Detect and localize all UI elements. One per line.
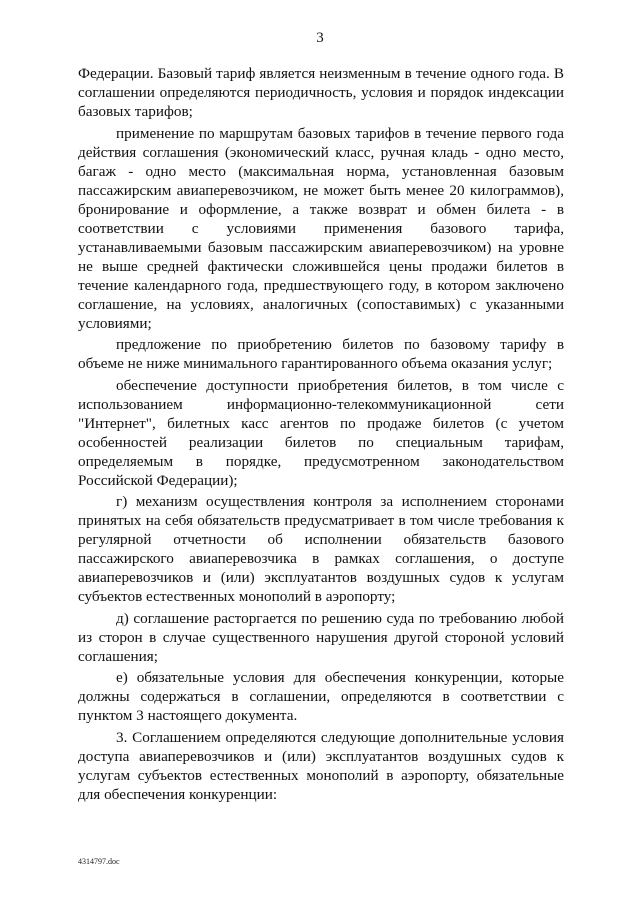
footer-doc-code: 4314797.doc <box>78 857 120 866</box>
paragraph-base-tariff-application: применение по маршрутам базовых тарифов в течение первого года действия соглашения (экономический класс, ручная кладь - одно место, багаж - одно место (максимальная норма, установленная базовым пассажирским авиаперевозчиком, не может быть менее 20 килограммов), бронирование и оформление, а также возврат и обмен билета - в соответствии с условиями применения базового тарифа, устанавливаемыми базовым пассажирским авиаперевозчиком) на уровне не выше средней фактически сложившейся цены продажи билетов в течение календарного года, предшествующего году, в котором заключено соглашение, на условиях, аналогичных (сопоставимых) с указанными условиями; <box>78 124 564 332</box>
paragraph-item-e: е) обязательные условия для обеспечения конкуренции, которые должны содержаться в соглашении, определяются в соответствии с пунктом 3 настоящего документа. <box>78 669 564 724</box>
paragraph-ticket-availability: обеспечение доступности приобретения билетов, в том числе с использованием информационно-телекоммуникационной сети "Интернет", билетных касс агентов по продаже билетов (с учетом особенностей реализации билетов по специальным тарифам, определяемым в порядке, предусмотренном законодательством Российской Федерации); <box>78 376 564 489</box>
page-number: 3 <box>316 30 324 46</box>
document-body <box>78 64 564 806</box>
paragraph-item-d: д) соглашение расторгается по решению суда по требованию любой из сторон в случае существенного нарушения другой стороной условий соглашения; <box>78 609 564 665</box>
paragraph-item-g: г) механизм осуществления контроля за исполнением сторонами принятых на себя обязательств предусматривает в том числе требования к регулярной отчетности об исполнении обязательств базового пассажирского авиаперевозчика в рамках соглашения, о доступе авиаперевозчиков и (или) эксплуатантов воздушных судов к услугам субъектов естественных монополий в аэропорту; <box>78 493 564 605</box>
paragraph-section-3: 3. Соглашением определяются следующие дополнительные условия доступа авиаперевозчиков и (или) эксплуатантов воздушных судов к услугам субъектов естественных монополий в аэропорту, обязательные для обеспечения конкуренции: <box>78 728 564 803</box>
paragraph-ticket-offer: предложение по приобретению билетов по базовому тарифу в объеме не ниже минимального гарантированного объема оказания услуг; <box>78 336 564 372</box>
paragraph-continuation: Федерации. Базовый тариф является неизменным в течение одного года. В соглашении определяются периодичность, условия и порядок индексации базовых тарифов; <box>78 65 564 120</box>
